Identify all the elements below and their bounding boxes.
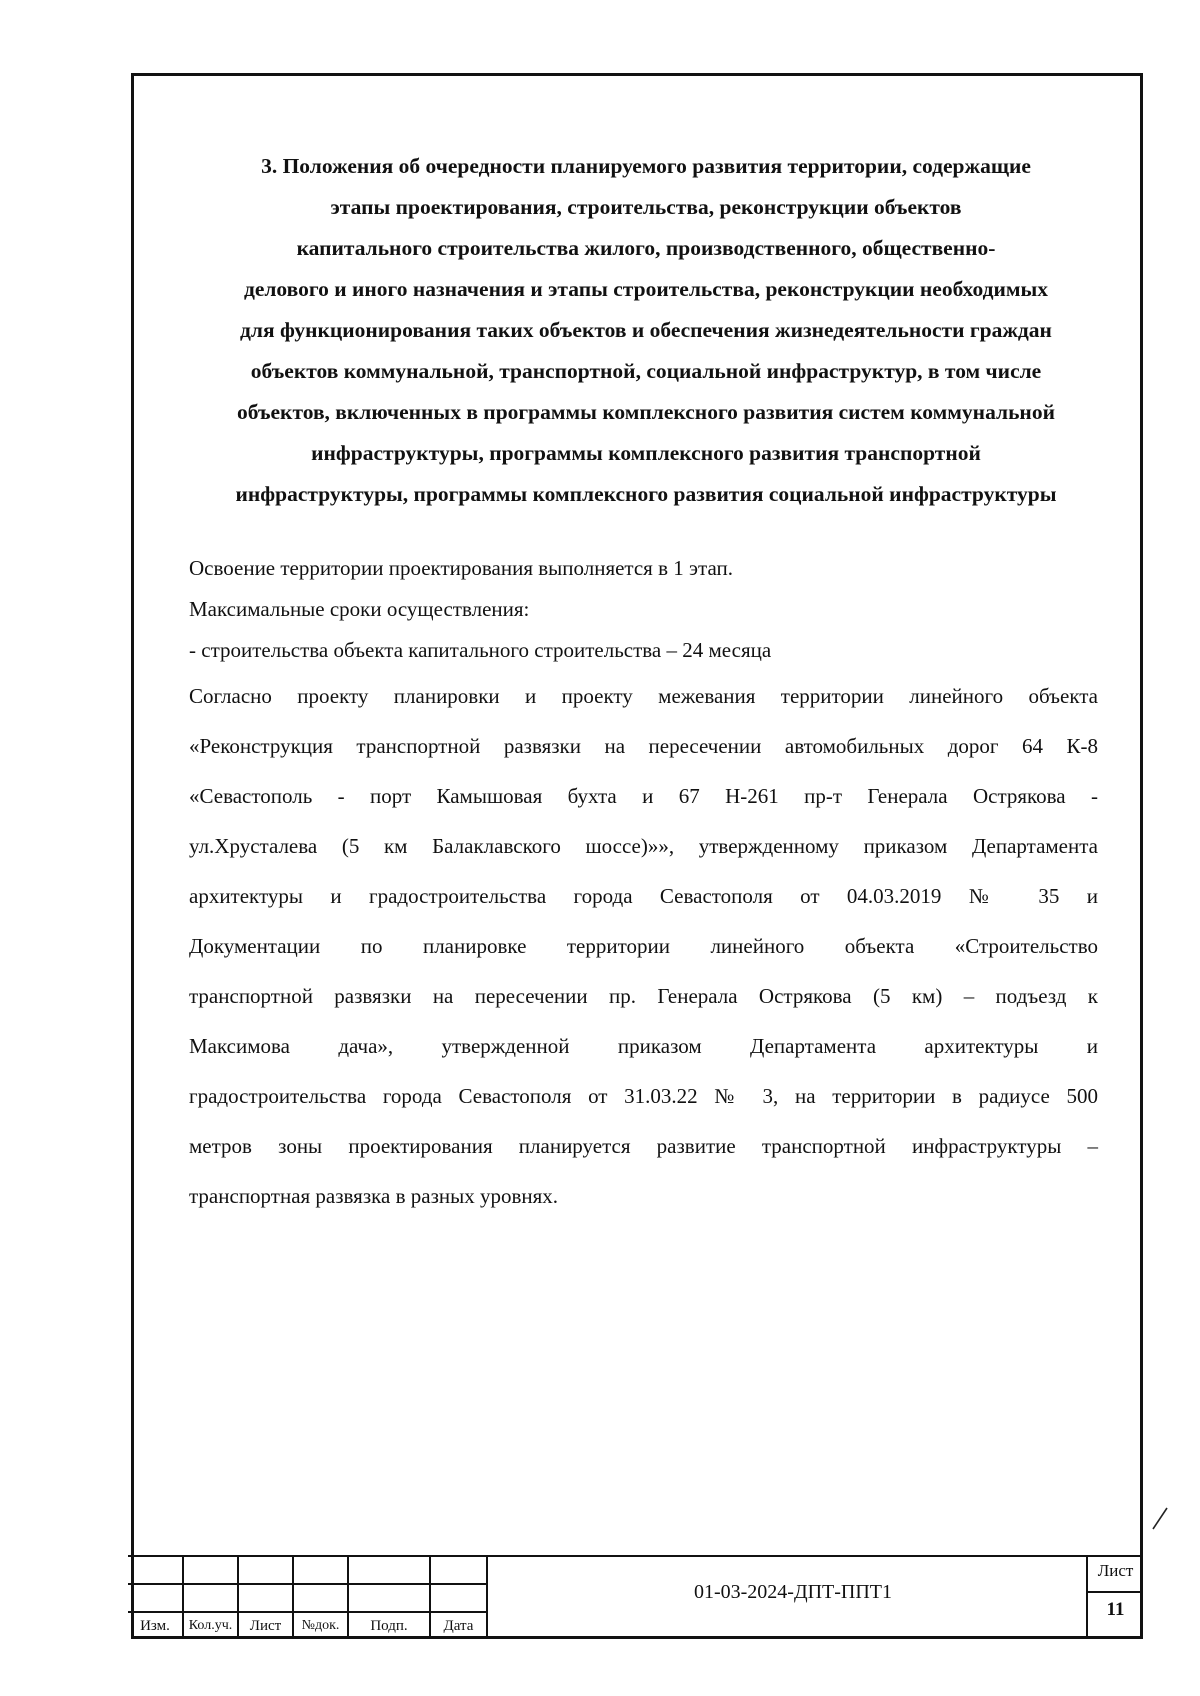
paragraph-line: архитектуры и градостроительства города Севастополя от 04.03.2019 № 35 и (189, 884, 1098, 908)
stamp-label-podp: Подп. (370, 1618, 408, 1634)
body-line: Максимальные сроки осуществления: (189, 597, 530, 621)
heading-line: инфраструктуры, программы комплексного развития социальной инфраструктуры (235, 482, 1057, 506)
heading-line: капитального строительства жилого, производственного, общественно- (296, 236, 996, 260)
stamp-label-list: Лист (249, 1618, 282, 1634)
paragraph-line: ул.Хрусталева (5 км Балаклавского шоссе)»», утвержденному приказом Департамента (189, 834, 1098, 858)
paragraph-line: Согласно проекту планировки и проекту межевания территории линейного объекта (189, 684, 1098, 708)
heading-line: объектов коммунальной, транспортной, социальной инфраструктур, в том числе (250, 359, 1042, 383)
pen-stroke-mark (1150, 1505, 1170, 1531)
stamp-label-izm: Изм. (140, 1618, 170, 1634)
heading-line: для функционирования таких объектов и обеспечения жизнедеятельности граждан (240, 318, 1052, 342)
section-heading (186, 146, 1106, 515)
paragraph-line: «Реконструкция транспортной развязки на пересечении автомобильных дорог 64 К-8 (189, 734, 1098, 758)
body-text (189, 548, 1098, 1221)
heading-line: делового и иного назначения и этапы строительства, реконструкции необходимых (243, 277, 1049, 301)
stamp-label-data: Дата (443, 1618, 474, 1634)
sheet-label: Лист (1097, 1561, 1134, 1580)
paragraph-line: Максимова дача», утвержденной приказом Департамента архитектуры и (189, 1034, 1098, 1058)
heading-line: инфраструктуры, программы комплексного развития транспортной (311, 441, 981, 465)
body-line: - строительства объекта капитального строительства – 24 месяца (189, 638, 772, 662)
paragraph-line: «Севастополь - порт Камышовая бухта и 67 Н-261 пр-т Генерала Острякова - (189, 784, 1098, 808)
document-code: 01-03-2024-ДПТ-ППТ1 (693, 1581, 893, 1603)
sheet-number: 11 (1106, 1599, 1125, 1620)
heading-line: 3. Положения об очередности планируемого развития территории, содержащие (261, 154, 1031, 178)
paragraph-line: Документации по планировке территории линейного объекта «Строительство (189, 934, 1098, 958)
paragraph-line: метров зоны проектирования планируется развитие транспортной инфраструктуры – (189, 1134, 1098, 1158)
body-line: Освоение территории проектирования выполняется в 1 этап. (189, 556, 733, 580)
paragraph-last-line: транспортная развязка в разных уровнях. (189, 1184, 559, 1208)
heading-line: объектов, включенных в программы комплексного развития систем коммунальной (237, 400, 1055, 424)
stamp-label-ndok: №док. (301, 1618, 340, 1633)
stamp-top-border (128, 1555, 1143, 1557)
paragraph-line: транспортной развязки на пересечении пр. Генерала Острякова (5 км) – подъезд к (189, 984, 1098, 1008)
heading-line: этапы проектирования, строительства, реконструкции объектов (330, 195, 962, 219)
paragraph-line: градостроительства города Севастополя от 31.03.22 № 3, на территории в радиусе 500 (189, 1084, 1098, 1108)
stamp-label-kolvo: Кол.уч. (188, 1618, 233, 1633)
title-block (128, 1555, 1143, 1639)
